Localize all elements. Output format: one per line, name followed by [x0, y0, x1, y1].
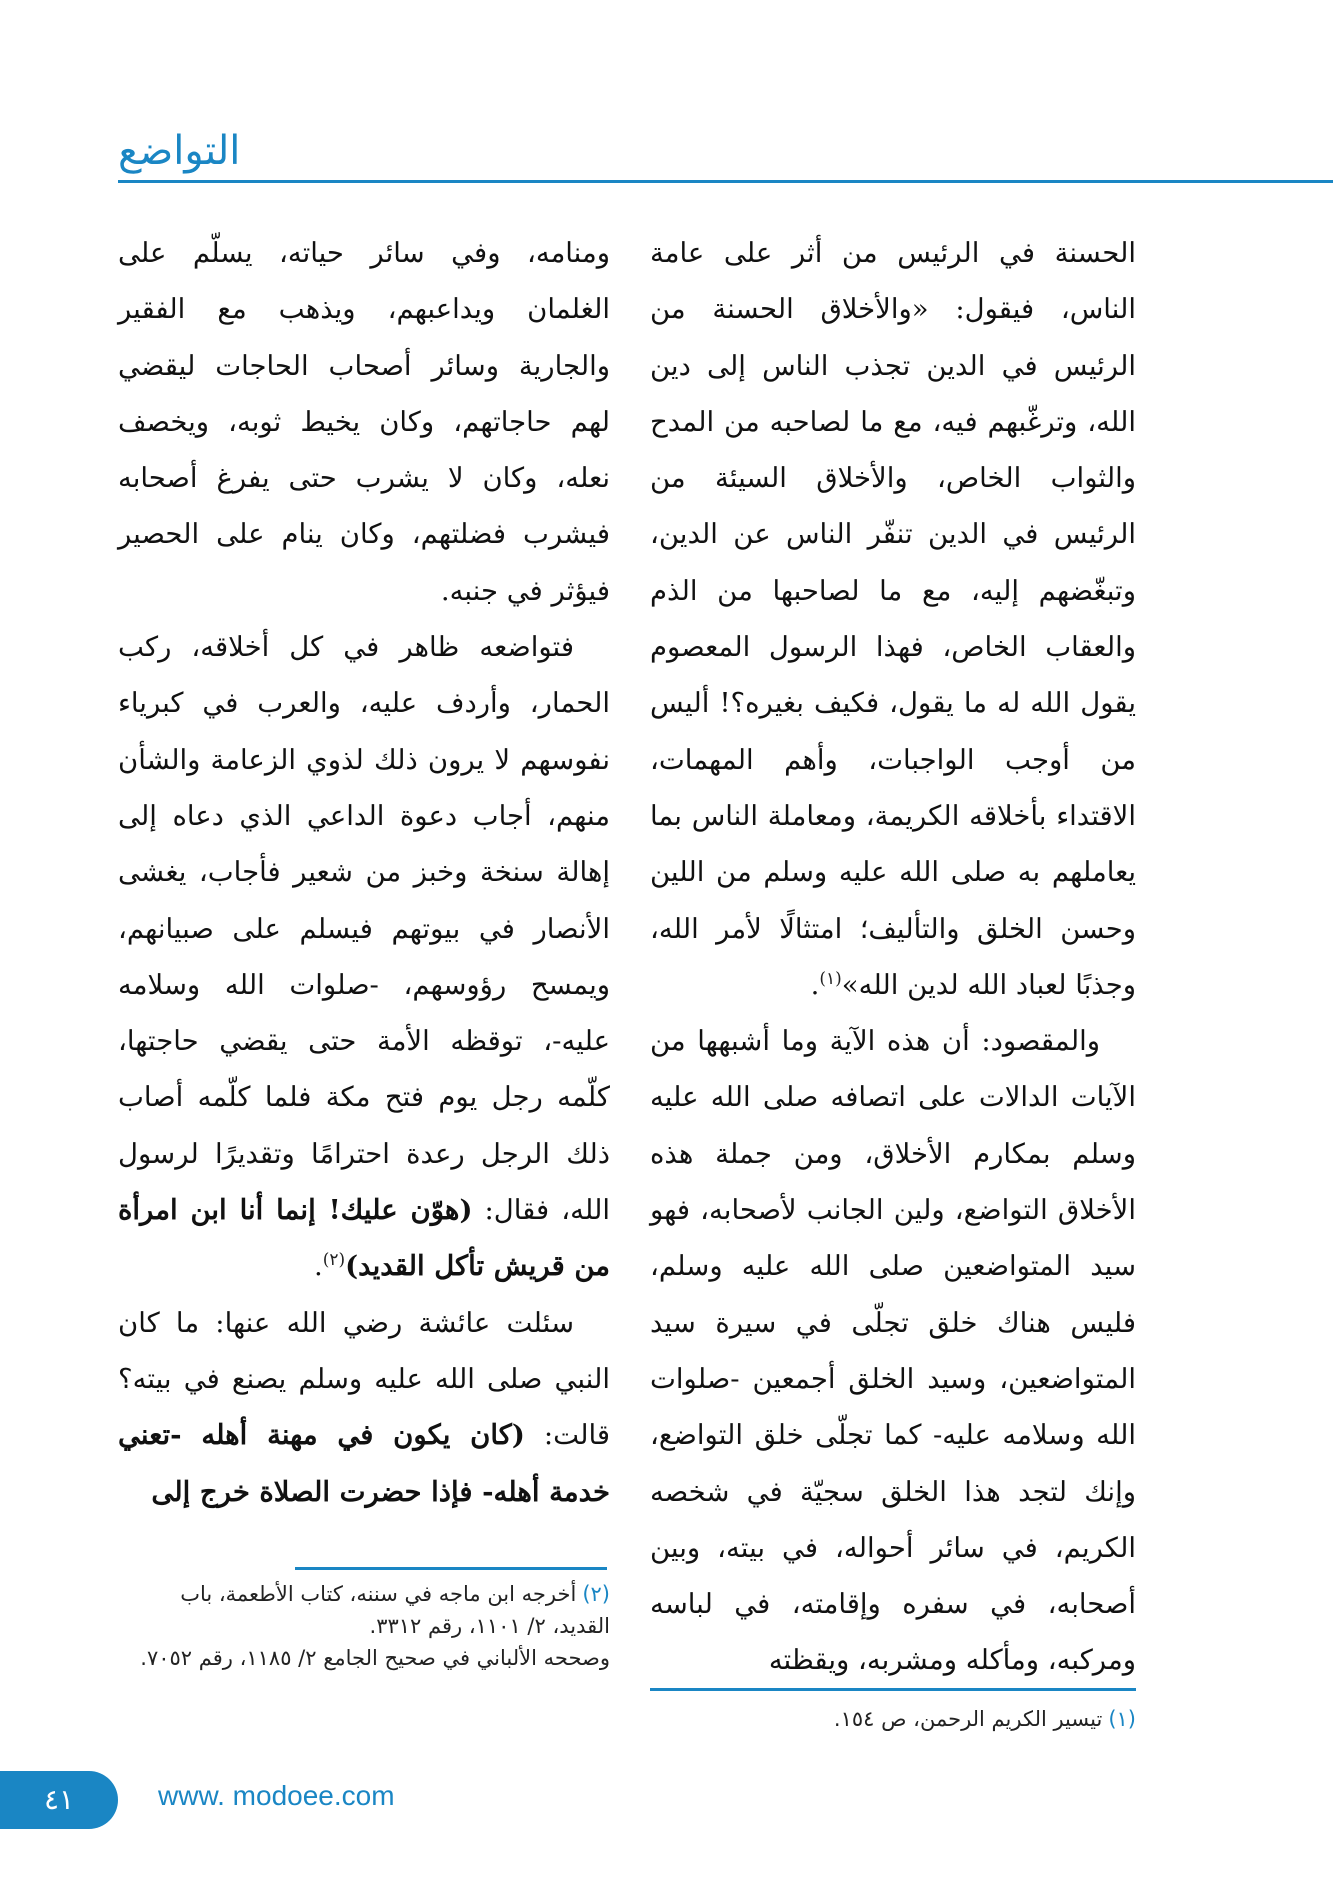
- paragraph-text: الحسنة في الرئيس من أثر على عامة الناس، فيقول: «والأخلاق الحسنة من الرئيس في الدين تجذب الناس إلى دين الله، وترغّبهم فيه، مع ما لصاحبه من المدح والثواب الخاص، والأخلاق السيئة من الرئيس في الدين تنفّر الناس عن الدين، وتبغّضهم إليه، مع ما لصاحبها من الذم والعقاب الخاص، فهذا الرسول المعصوم يقول الله له ما يقول، فكيف بغيره؟! أليس من أوجب الواجبات، وأهم المهمات، الاقتداء بأخلاقه الكريمة، ومعاملة الناس بما يعاملهم به صلى الله عليه وسلم من اللين وحسن الخلق والتأليف؛ امتثالًا لأمر الله، وجذبًا لعباد الله لدين الله»: [650, 237, 1136, 1001]
- page-number-badge: ٤١: [0, 1771, 118, 1829]
- hadith-quote: (كان يكون في مهنة أهله -تعني خدمة أهله- فإذا حضرت الصلاة خرج إلى: [118, 1419, 610, 1508]
- footnote-number: (٢): [582, 1582, 610, 1606]
- footnote-ref[interactable]: (١): [819, 968, 842, 989]
- paragraph-text: سئلت عائشة رضي الله عنها: ما كان النبي صلى الله عليه وسلم يصنع في بيته؟ قالت:: [118, 1306, 610, 1452]
- footnote-divider: [650, 1688, 1136, 1691]
- footnote-ref[interactable]: (٢): [322, 1250, 346, 1271]
- paragraph: ومنامه، وفي سائر حياته، يسلّم على الغلمان ويداعبهم، ويذهب مع الفقير والجارية وسائر أصحاب الحاجات ليقضي لهم حاجاتهم، وكان يخيط ثوبه، ويخصف نعله، وكان لا يشرب حتى يفرغ أصحابه فيشرب فضلتهم، وكان ينام على الحصير فيؤثر في جنبه.: [118, 237, 610, 607]
- footnote-1: [650, 1703, 1136, 1735]
- hadith-quote: (هوّن عليك! إنما أنا ابن امرأة من قريش تأكل القديد): [118, 1194, 610, 1283]
- footnote-divider: [295, 1567, 607, 1570]
- paragraph: والمقصود: أن هذه الآية وما أشبهها من الآيات الدالات على اتصافه صلى الله عليه وسلم بمكارم الأخلاق، ومن جملة هذه الأخلاق التواضع، ولين الجانب لأصحابه، فهو سيد المتواضعين صلى الله عليه وسلم، فليس هناك خلق تجلّى في سيرة سيد المتواضعين، وسيد الخلق أجمعين -صلوات الله وسلامه عليه- كما تجلّى خلق التواضع، وإنك لتجد هذا الخلق سجيّة في شخصه الكريم، في سائر أحواله، في بيته، وبين أصحابه، في سفره وإقامته، في لباسه ومركبه، ومأكله ومشربه، ويقظته: [650, 1025, 1136, 1677]
- website-link[interactable]: www. modoee.com: [158, 1780, 395, 1811]
- right-text-column: [650, 225, 1136, 1689]
- header-divider: [118, 180, 1333, 183]
- paragraph-text: فتواضعه ظاهر في كل أخلاقه، ركب الحمار، وأردف عليه، والعرب في كبرياء نفوسهم لا يرون ذلك لذوي الزعامة والشأن منهم، أجاب دعوة الداعي الذي دعاه إلى إهالة سنخة وخبز من شعير فأجاب، يغشى الأنصار في بيوتهم فيسلم على صبيانهم، ويمسح رؤوسهم، -صلوات الله وسلامه عليه-، توقظه الأمة حتى يقضي حاجتها، كلّمه رجل يوم فتح مكة فلما كلّمه أصاب ذلك الرجل رعدة احترامًا وتقديرًا لرسول الله، فقال:: [118, 631, 610, 1227]
- paragraph: [650, 225, 1136, 1013]
- paragraph-end: .: [810, 968, 820, 1001]
- footnote-number: (١): [1108, 1707, 1136, 1731]
- paragraph-end: .: [313, 1250, 323, 1283]
- footnote-line: [118, 1578, 610, 1642]
- footnote-text: أخرجه ابن ماجه في سننه، كتاب الأطعمة، باب القديد، ٢/ ١١٠١، رقم ٣٣١٢.: [180, 1582, 610, 1638]
- left-text-column: [118, 225, 610, 1520]
- footnote-text: تيسير الكريم الرحمن، ص ١٥٤.: [833, 1707, 1103, 1731]
- paragraph: [118, 1295, 610, 1520]
- footnote-line: وصححه الألباني في صحيح الجامع ٢/ ١١٨٥، رقم ٧٠٥٢.: [140, 1646, 610, 1670]
- footnote-2: [118, 1578, 610, 1674]
- paragraph: [118, 619, 610, 1295]
- page-title: التواضع: [118, 128, 241, 174]
